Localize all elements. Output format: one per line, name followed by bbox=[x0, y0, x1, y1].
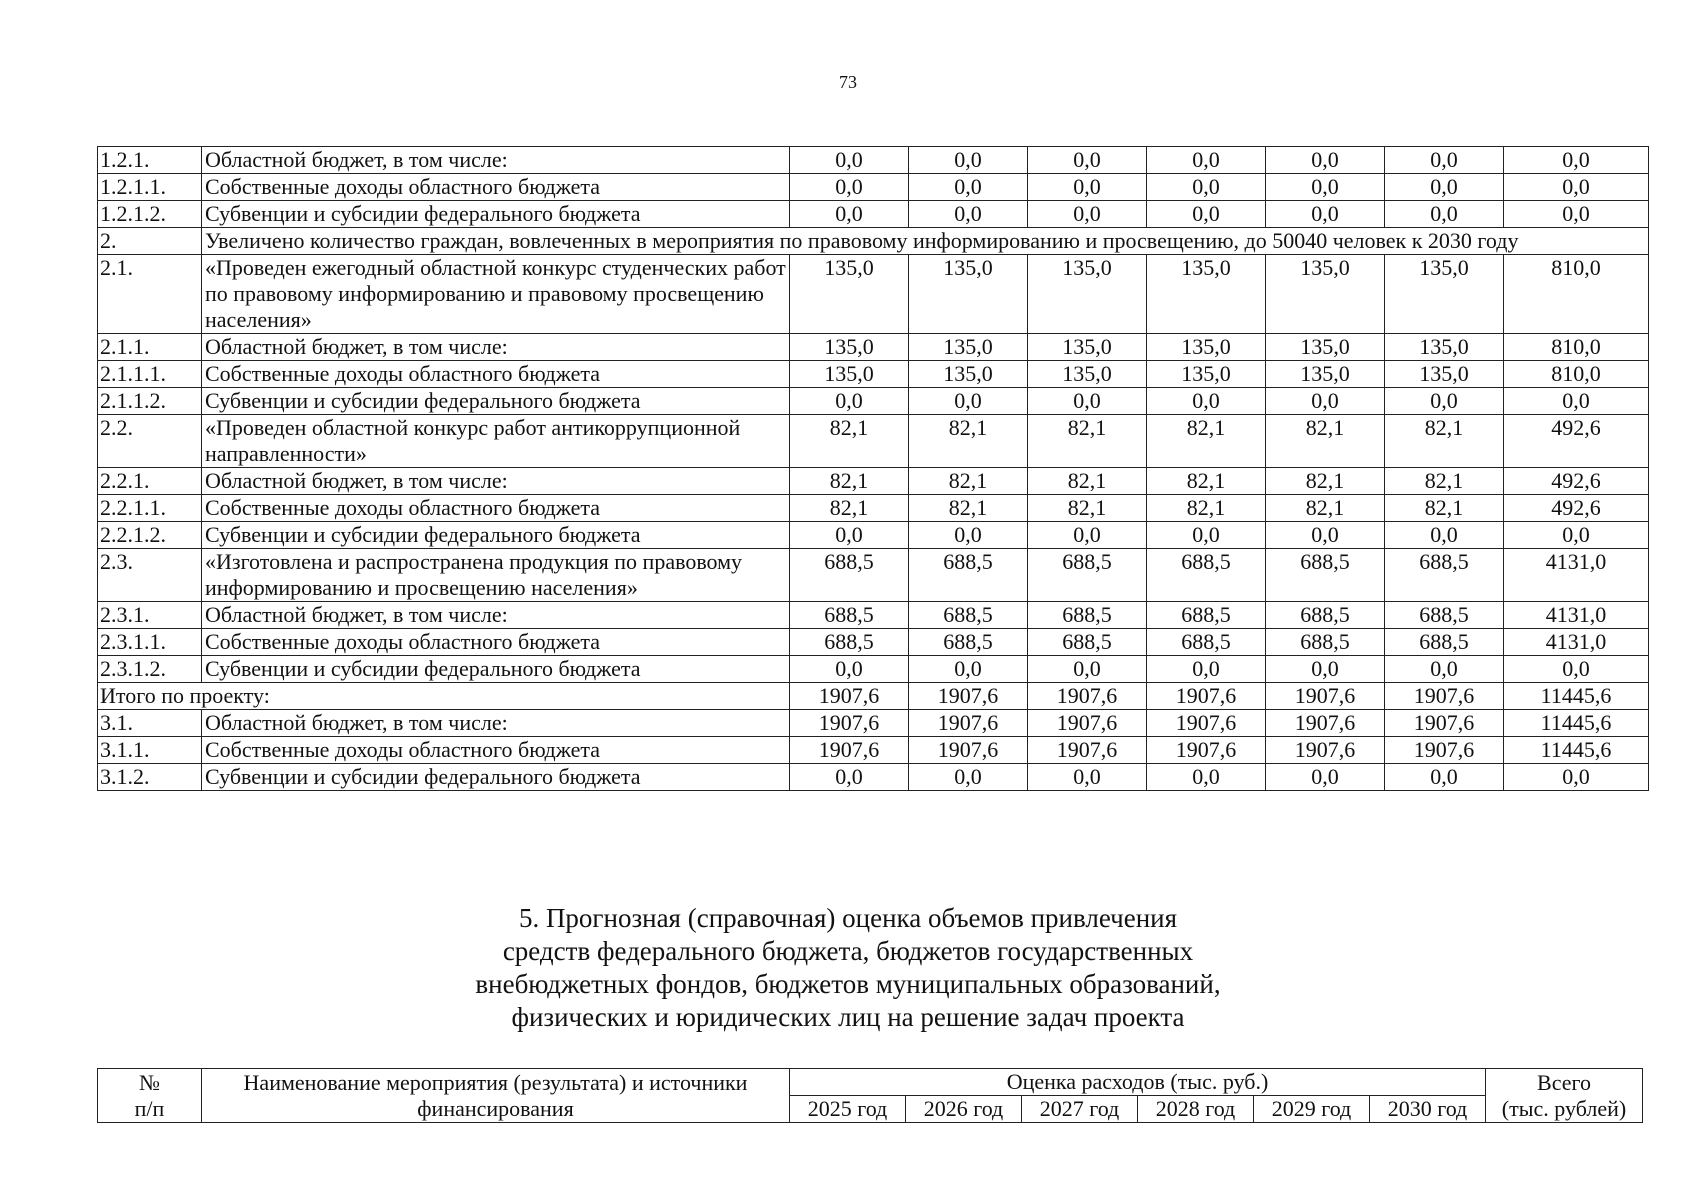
year-value: 0,0 bbox=[909, 656, 1028, 683]
table-row bbox=[98, 495, 1649, 522]
page-number: 73 bbox=[839, 72, 857, 92]
year-value: 1907,6 bbox=[1385, 737, 1504, 764]
row-total: 492,6 bbox=[1504, 468, 1649, 495]
year-value: 0,0 bbox=[1385, 147, 1504, 174]
year-value: 1907,6 bbox=[1147, 710, 1266, 737]
row-number: 2.3.1.1. bbox=[98, 629, 202, 656]
year-value: 0,0 bbox=[1028, 174, 1147, 201]
year-value: 688,5 bbox=[1266, 549, 1385, 602]
year-value: 1907,6 bbox=[790, 737, 909, 764]
year-value: 688,5 bbox=[1266, 629, 1385, 656]
year-value: 82,1 bbox=[1266, 415, 1385, 468]
year-value: 0,0 bbox=[1266, 147, 1385, 174]
year-value: 0,0 bbox=[1385, 656, 1504, 683]
year-value: 0,0 bbox=[909, 388, 1028, 415]
year-value: 135,0 bbox=[1266, 334, 1385, 361]
row-total: 4131,0 bbox=[1504, 629, 1649, 656]
year-value: 0,0 bbox=[1028, 656, 1147, 683]
year-value: 82,1 bbox=[1028, 468, 1147, 495]
year-value: 0,0 bbox=[1266, 174, 1385, 201]
year-value: 0,0 bbox=[909, 201, 1028, 228]
year-value: 135,0 bbox=[1147, 361, 1266, 388]
year-value: 135,0 bbox=[1028, 361, 1147, 388]
year-value: 0,0 bbox=[1028, 522, 1147, 549]
section-heading-line: внебюджетных фондов, бюджетов муниципальных образований, bbox=[475, 969, 1221, 999]
row-number: 2.2. bbox=[98, 415, 202, 468]
year-value: 0,0 bbox=[790, 522, 909, 549]
table-row bbox=[98, 549, 1649, 602]
year-value: 0,0 bbox=[1385, 174, 1504, 201]
year-value: 135,0 bbox=[909, 255, 1028, 334]
year-value: 1907,6 bbox=[909, 737, 1028, 764]
year-value: 82,1 bbox=[909, 468, 1028, 495]
header-year: 2030 год bbox=[1370, 1096, 1486, 1123]
year-value: 135,0 bbox=[1385, 255, 1504, 334]
year-value: 0,0 bbox=[790, 201, 909, 228]
year-value: 1907,6 bbox=[1028, 710, 1147, 737]
row-total: 0,0 bbox=[1504, 174, 1649, 201]
row-total: 0,0 bbox=[1504, 201, 1649, 228]
total-row bbox=[98, 683, 1649, 710]
year-value: 1907,6 bbox=[790, 683, 909, 710]
row-name: Собственные доходы областного бюджета bbox=[202, 495, 790, 522]
row-number: 2.1.1.2. bbox=[98, 388, 202, 415]
row-number: 3.1. bbox=[98, 710, 202, 737]
row-total: 4131,0 bbox=[1504, 602, 1649, 629]
row-total: 0,0 bbox=[1504, 656, 1649, 683]
year-value: 0,0 bbox=[1385, 388, 1504, 415]
forecast-table bbox=[97, 1068, 1643, 1123]
year-value: 688,5 bbox=[1147, 602, 1266, 629]
row-total: 0,0 bbox=[1504, 388, 1649, 415]
year-value: 688,5 bbox=[790, 549, 909, 602]
table-row bbox=[98, 415, 1649, 468]
table-row bbox=[98, 656, 1649, 683]
row-total: 810,0 bbox=[1504, 334, 1649, 361]
year-value: 688,5 bbox=[1385, 629, 1504, 656]
row-name: Субвенции и субсидии федерального бюджета bbox=[202, 388, 790, 415]
year-value: 0,0 bbox=[1147, 174, 1266, 201]
year-value: 1907,6 bbox=[1147, 683, 1266, 710]
table-row bbox=[98, 201, 1649, 228]
header-year: 2025 год bbox=[790, 1096, 906, 1123]
year-value: 0,0 bbox=[1147, 764, 1266, 791]
table-row bbox=[98, 602, 1649, 629]
section-heading-line: 5. Прогнозная (справочная) оценка объемов привлечения bbox=[518, 903, 1178, 933]
table-row bbox=[98, 737, 1649, 764]
year-value: 135,0 bbox=[909, 361, 1028, 388]
row-number: 2.2.1.1. bbox=[98, 495, 202, 522]
row-name: Субвенции и субсидии федерального бюджета bbox=[202, 522, 790, 549]
table-row bbox=[98, 710, 1649, 737]
header-total bbox=[1486, 1069, 1643, 1123]
row-total: 810,0 bbox=[1504, 255, 1649, 334]
year-value: 1907,6 bbox=[1028, 737, 1147, 764]
table-row bbox=[98, 629, 1649, 656]
year-value: 1907,6 bbox=[1385, 683, 1504, 710]
year-value: 0,0 bbox=[1266, 201, 1385, 228]
row-total: 11445,6 bbox=[1504, 710, 1649, 737]
year-value: 688,5 bbox=[1266, 602, 1385, 629]
header-total-line2: (тыс. рублей) bbox=[1501, 1095, 1627, 1121]
year-value: 0,0 bbox=[1266, 656, 1385, 683]
year-value: 135,0 bbox=[1147, 334, 1266, 361]
year-value: 1907,6 bbox=[1266, 710, 1385, 737]
year-value: 82,1 bbox=[1028, 415, 1147, 468]
row-name: Собственные доходы областного бюджета bbox=[202, 174, 790, 201]
row-number: 2.3.1.2. bbox=[98, 656, 202, 683]
year-value: 1907,6 bbox=[1266, 737, 1385, 764]
row-total: 492,6 bbox=[1504, 415, 1649, 468]
row-number: 2.2.1. bbox=[98, 468, 202, 495]
year-value: 688,5 bbox=[1028, 602, 1147, 629]
row-name: Субвенции и субсидии федерального бюджета bbox=[202, 656, 790, 683]
budget-table bbox=[97, 146, 1649, 791]
year-value: 1907,6 bbox=[1266, 683, 1385, 710]
year-value: 1907,6 bbox=[909, 710, 1028, 737]
year-value: 0,0 bbox=[909, 764, 1028, 791]
header-name-line1: Наименование мероприятия (результата) и источники bbox=[243, 1069, 748, 1095]
row-name: Субвенции и субсидии федерального бюджета bbox=[202, 201, 790, 228]
year-value: 0,0 bbox=[1147, 201, 1266, 228]
year-value: 82,1 bbox=[790, 415, 909, 468]
year-value: 135,0 bbox=[1028, 255, 1147, 334]
year-value: 1907,6 bbox=[790, 710, 909, 737]
row-total: 11445,6 bbox=[1504, 683, 1649, 710]
year-value: 0,0 bbox=[1028, 388, 1147, 415]
row-number: 2.3. bbox=[98, 549, 202, 602]
table-row bbox=[98, 764, 1649, 791]
row-number: 2.3.1. bbox=[98, 602, 202, 629]
row-name: Субвенции и субсидии федерального бюджета bbox=[202, 764, 790, 791]
year-value: 82,1 bbox=[1266, 468, 1385, 495]
year-value: 135,0 bbox=[1385, 361, 1504, 388]
year-value: 0,0 bbox=[790, 388, 909, 415]
row-name: «Проведен ежегодный областной конкурс студенческих работ по правовому информированию и правовому просвещению населения» bbox=[202, 255, 790, 334]
year-value: 0,0 bbox=[790, 764, 909, 791]
year-value: 1907,6 bbox=[1147, 737, 1266, 764]
year-value: 0,0 bbox=[909, 174, 1028, 201]
row-name: Областной бюджет, в том числе: bbox=[202, 710, 790, 737]
row-number: 1.2.1.2. bbox=[98, 201, 202, 228]
year-value: 0,0 bbox=[1028, 764, 1147, 791]
section-row bbox=[98, 228, 1649, 255]
year-value: 1907,6 bbox=[1028, 683, 1147, 710]
table-row bbox=[98, 174, 1649, 201]
row-number: 2. bbox=[98, 228, 202, 255]
year-value: 135,0 bbox=[1385, 334, 1504, 361]
year-value: 0,0 bbox=[1028, 147, 1147, 174]
year-value: 688,5 bbox=[909, 629, 1028, 656]
table-row bbox=[98, 334, 1649, 361]
row-number: 1.2.1. bbox=[98, 147, 202, 174]
year-value: 0,0 bbox=[1266, 388, 1385, 415]
table-row bbox=[98, 468, 1649, 495]
year-value: 82,1 bbox=[1385, 495, 1504, 522]
year-value: 0,0 bbox=[1266, 522, 1385, 549]
year-value: 0,0 bbox=[790, 147, 909, 174]
year-value: 82,1 bbox=[909, 495, 1028, 522]
row-name: Собственные доходы областного бюджета bbox=[202, 361, 790, 388]
year-value: 135,0 bbox=[909, 334, 1028, 361]
row-number: 2.1.1. bbox=[98, 334, 202, 361]
year-value: 0,0 bbox=[1147, 522, 1266, 549]
year-value: 688,5 bbox=[1385, 602, 1504, 629]
year-value: 688,5 bbox=[909, 602, 1028, 629]
year-value: 688,5 bbox=[790, 629, 909, 656]
row-total: 0,0 bbox=[1504, 147, 1649, 174]
year-value: 1907,6 bbox=[1385, 710, 1504, 737]
row-total: 4131,0 bbox=[1504, 549, 1649, 602]
table-row bbox=[98, 361, 1649, 388]
row-name: Собственные доходы областного бюджета bbox=[202, 629, 790, 656]
row-number: 1.2.1.1. bbox=[98, 174, 202, 201]
table-row bbox=[98, 388, 1649, 415]
year-value: 82,1 bbox=[1147, 495, 1266, 522]
year-value: 82,1 bbox=[909, 415, 1028, 468]
year-value: 135,0 bbox=[1028, 334, 1147, 361]
year-value: 135,0 bbox=[790, 255, 909, 334]
row-number: 3.1.2. bbox=[98, 764, 202, 791]
table-row bbox=[98, 255, 1649, 334]
row-total: 11445,6 bbox=[1504, 737, 1649, 764]
header-num-line1: № bbox=[139, 1069, 160, 1095]
row-name: Областной бюджет, в том числе: bbox=[202, 334, 790, 361]
total-label: Итого по проекту: bbox=[98, 683, 790, 710]
year-value: 82,1 bbox=[1147, 415, 1266, 468]
year-value: 82,1 bbox=[790, 468, 909, 495]
year-value: 688,5 bbox=[1147, 629, 1266, 656]
row-name: «Изготовлена и распространена продукция по правовому информированию и просвещению населения» bbox=[202, 549, 790, 602]
row-number: 2.1.1.1. bbox=[98, 361, 202, 388]
section-heading-line: средств федерального бюджета, бюджетов государственных bbox=[502, 936, 1194, 966]
row-name: Областной бюджет, в том числе: bbox=[202, 602, 790, 629]
year-value: 82,1 bbox=[1147, 468, 1266, 495]
header-total-line1: Всего bbox=[1537, 1069, 1591, 1095]
row-name: Областной бюджет, в том числе: bbox=[202, 468, 790, 495]
section-heading bbox=[150, 902, 1546, 1034]
row-name: Областной бюджет, в том числе: bbox=[202, 147, 790, 174]
year-value: 0,0 bbox=[1385, 764, 1504, 791]
row-name: «Проведен областной конкурс работ антикоррупционной направленности» bbox=[202, 415, 790, 468]
row-total: 492,6 bbox=[1504, 495, 1649, 522]
year-value: 135,0 bbox=[1266, 255, 1385, 334]
section-title: Увеличено количество граждан, вовлеченных в мероприятия по правовому информированию и просвещению, до 50040 человек к 2030 году bbox=[202, 228, 1649, 255]
header-year: 2029 год bbox=[1254, 1096, 1370, 1123]
header-year: 2027 год bbox=[1022, 1096, 1138, 1123]
year-value: 135,0 bbox=[1147, 255, 1266, 334]
year-value: 688,5 bbox=[1147, 549, 1266, 602]
year-value: 135,0 bbox=[790, 334, 909, 361]
year-value: 82,1 bbox=[1385, 415, 1504, 468]
year-value: 0,0 bbox=[1147, 656, 1266, 683]
year-value: 0,0 bbox=[1147, 147, 1266, 174]
header-name-line2: финансирования bbox=[417, 1095, 574, 1121]
year-value: 0,0 bbox=[1147, 388, 1266, 415]
row-total: 810,0 bbox=[1504, 361, 1649, 388]
year-value: 0,0 bbox=[1385, 522, 1504, 549]
year-value: 82,1 bbox=[790, 495, 909, 522]
year-value: 0,0 bbox=[1266, 764, 1385, 791]
header-num bbox=[98, 1069, 202, 1123]
row-name: Собственные доходы областного бюджета bbox=[202, 737, 790, 764]
year-value: 688,5 bbox=[1028, 629, 1147, 656]
table-row bbox=[98, 147, 1649, 174]
row-total: 0,0 bbox=[1504, 764, 1649, 791]
header-expenses: Оценка расходов (тыс. руб.) bbox=[790, 1069, 1486, 1096]
row-number: 2.2.1.2. bbox=[98, 522, 202, 549]
year-value: 1907,6 bbox=[909, 683, 1028, 710]
section-heading-line: физических и юридических лиц на решение задач проекта bbox=[511, 1002, 1185, 1032]
year-value: 82,1 bbox=[1385, 468, 1504, 495]
header-year: 2026 год bbox=[906, 1096, 1022, 1123]
year-value: 135,0 bbox=[1266, 361, 1385, 388]
year-value: 688,5 bbox=[1028, 549, 1147, 602]
year-value: 82,1 bbox=[1266, 495, 1385, 522]
table-row bbox=[98, 522, 1649, 549]
year-value: 0,0 bbox=[909, 522, 1028, 549]
year-value: 688,5 bbox=[909, 549, 1028, 602]
year-value: 0,0 bbox=[790, 174, 909, 201]
year-value: 82,1 bbox=[1028, 495, 1147, 522]
row-total: 0,0 bbox=[1504, 522, 1649, 549]
header-num-line2: п/п bbox=[134, 1095, 165, 1121]
year-value: 0,0 bbox=[1028, 201, 1147, 228]
year-value: 688,5 bbox=[1385, 549, 1504, 602]
year-value: 0,0 bbox=[909, 147, 1028, 174]
year-value: 135,0 bbox=[790, 361, 909, 388]
header-name bbox=[202, 1069, 790, 1123]
year-value: 688,5 bbox=[790, 602, 909, 629]
row-number: 3.1.1. bbox=[98, 737, 202, 764]
year-value: 0,0 bbox=[790, 656, 909, 683]
header-year: 2028 год bbox=[1138, 1096, 1254, 1123]
year-value: 0,0 bbox=[1385, 201, 1504, 228]
row-number: 2.1. bbox=[98, 255, 202, 334]
